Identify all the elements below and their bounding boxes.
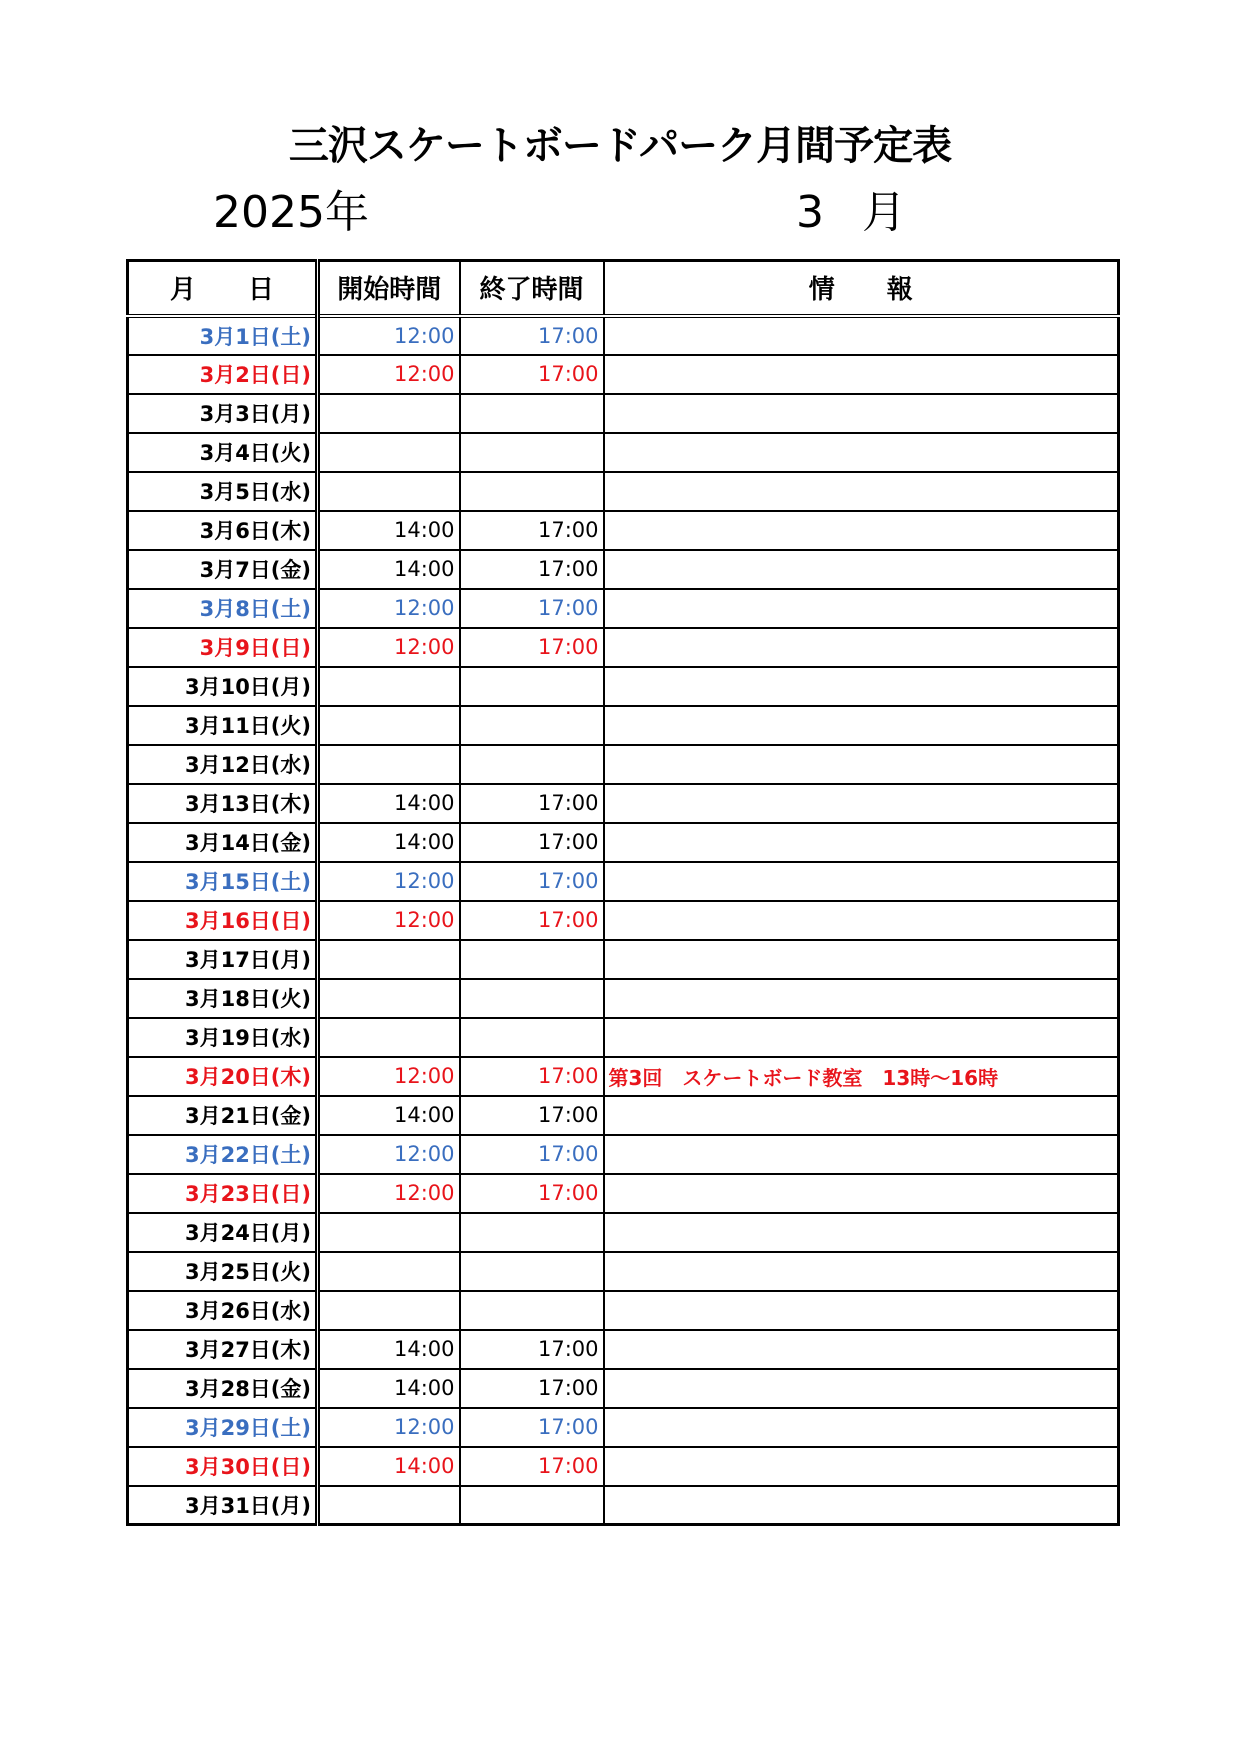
date-cell: 3月4日(火): [128, 433, 318, 472]
info-cell: [604, 745, 1119, 784]
table-row: [128, 1174, 1119, 1213]
end-time-cell: 17:00: [460, 1057, 604, 1096]
end-time-cell: [460, 940, 604, 979]
schedule-table: [126, 259, 1120, 1526]
table-row: [128, 316, 1119, 355]
end-time-cell: 17:00: [460, 511, 604, 550]
info-cell: [604, 1291, 1119, 1330]
month-number: 3: [796, 187, 824, 238]
info-cell: [604, 316, 1119, 355]
end-time-cell: 17:00: [460, 589, 604, 628]
info-cell: [604, 667, 1119, 706]
table-row: [128, 1486, 1119, 1525]
start-time-cell: [318, 1018, 460, 1057]
info-cell: [604, 1018, 1119, 1057]
info-cell: [604, 1330, 1119, 1369]
date-cell: 3月17日(月): [128, 940, 318, 979]
info-cell: [604, 784, 1119, 823]
date-cell: 3月21日(金): [128, 1096, 318, 1135]
table-row: [128, 940, 1119, 979]
start-time-cell: [318, 1486, 460, 1525]
info-cell: [604, 355, 1119, 394]
info-cell: [604, 979, 1119, 1018]
end-time-cell: 17:00: [460, 901, 604, 940]
info-cell: [604, 1447, 1119, 1486]
date-cell: 3月2日(日): [128, 355, 318, 394]
date-cell: 3月11日(火): [128, 706, 318, 745]
info-cell: [604, 706, 1119, 745]
date-cell: 3月3日(月): [128, 394, 318, 433]
header-end-time: 終了時間: [460, 261, 604, 316]
start-time-cell: 12:00: [318, 1057, 460, 1096]
info-cell: [604, 901, 1119, 940]
start-time-cell: [318, 667, 460, 706]
start-time-cell: 14:00: [318, 511, 460, 550]
table-row: [128, 433, 1119, 472]
date-cell: 3月31日(月): [128, 1486, 318, 1525]
start-time-cell: [318, 1291, 460, 1330]
info-cell: [604, 1174, 1119, 1213]
start-time-cell: 12:00: [318, 589, 460, 628]
date-cell: 3月23日(日): [128, 1174, 318, 1213]
end-time-cell: [460, 979, 604, 1018]
start-time-cell: [318, 433, 460, 472]
end-time-cell: 17:00: [460, 1330, 604, 1369]
start-time-cell: [318, 940, 460, 979]
end-time-cell: 17:00: [460, 355, 604, 394]
end-time-cell: 17:00: [460, 1447, 604, 1486]
date-cell: 3月19日(水): [128, 1018, 318, 1057]
date-cell: 3月10日(月): [128, 667, 318, 706]
table-row: [128, 394, 1119, 433]
table-row: [128, 1135, 1119, 1174]
date-cell: 3月6日(木): [128, 511, 318, 550]
date-cell: 3月28日(金): [128, 1369, 318, 1408]
end-time-cell: 17:00: [460, 316, 604, 355]
start-time-cell: 14:00: [318, 1330, 460, 1369]
date-cell: 3月29日(土): [128, 1408, 318, 1447]
end-time-cell: [460, 1213, 604, 1252]
table-row: [128, 1447, 1119, 1486]
table-row: [128, 1057, 1119, 1096]
start-time-cell: 14:00: [318, 1369, 460, 1408]
start-time-cell: [318, 706, 460, 745]
table-row: [128, 862, 1119, 901]
start-time-cell: 12:00: [318, 862, 460, 901]
table-row: [128, 1330, 1119, 1369]
info-cell: [604, 589, 1119, 628]
date-cell: 3月20日(木): [128, 1057, 318, 1096]
start-time-cell: 12:00: [318, 1174, 460, 1213]
end-time-cell: 17:00: [460, 1096, 604, 1135]
table-row: [128, 589, 1119, 628]
end-time-cell: [460, 433, 604, 472]
start-time-cell: 14:00: [318, 1447, 460, 1486]
end-time-cell: [460, 1291, 604, 1330]
start-time-cell: 12:00: [318, 628, 460, 667]
info-cell: [604, 1369, 1119, 1408]
start-time-cell: [318, 1252, 460, 1291]
schedule-rows: [128, 316, 1119, 1525]
header-date: 月 日: [128, 261, 318, 316]
info-cell: [604, 511, 1119, 550]
end-time-cell: 17:00: [460, 1135, 604, 1174]
start-time-cell: 12:00: [318, 1135, 460, 1174]
date-cell: 3月8日(土): [128, 589, 318, 628]
table-row: [128, 784, 1119, 823]
end-time-cell: 17:00: [460, 784, 604, 823]
date-cell: 3月5日(水): [128, 472, 318, 511]
end-time-cell: 17:00: [460, 823, 604, 862]
date-cell: 3月7日(金): [128, 550, 318, 589]
info-cell: [604, 823, 1119, 862]
info-cell: [604, 472, 1119, 511]
info-cell: [604, 550, 1119, 589]
month-unit: 月: [862, 187, 906, 238]
end-time-cell: [460, 745, 604, 784]
header-start-time: 開始時間: [318, 261, 460, 316]
table-row: [128, 823, 1119, 862]
info-cell: [604, 1213, 1119, 1252]
date-cell: 3月16日(日): [128, 901, 318, 940]
table-row: [128, 901, 1119, 940]
date-cell: 3月30日(日): [128, 1447, 318, 1486]
info-cell: [604, 1486, 1119, 1525]
date-cell: 3月1日(土): [128, 316, 318, 355]
date-cell: 3月15日(土): [128, 862, 318, 901]
table-row: [128, 1096, 1119, 1135]
end-time-cell: [460, 472, 604, 511]
page-title: 三沢スケートボードパーク月間予定表: [288, 123, 952, 169]
table-row: [128, 472, 1119, 511]
date-cell: 3月18日(火): [128, 979, 318, 1018]
date-cell: 3月27日(木): [128, 1330, 318, 1369]
info-cell: [604, 940, 1119, 979]
end-time-cell: 17:00: [460, 1408, 604, 1447]
header-info: 情 報: [604, 261, 1119, 316]
info-cell: [604, 862, 1119, 901]
table-row: [128, 550, 1119, 589]
info-cell: [604, 394, 1119, 433]
table-row: [128, 355, 1119, 394]
date-cell: 3月14日(金): [128, 823, 318, 862]
info-cell: 第3回 スケートボード教室 13時～16時: [604, 1057, 1119, 1096]
start-time-cell: 12:00: [318, 1408, 460, 1447]
date-cell: 3月12日(水): [128, 745, 318, 784]
info-cell: [604, 1096, 1119, 1135]
start-time-cell: 12:00: [318, 316, 460, 355]
date-cell: 3月24日(月): [128, 1213, 318, 1252]
start-time-cell: 14:00: [318, 550, 460, 589]
end-time-cell: [460, 667, 604, 706]
info-cell: [604, 628, 1119, 667]
table-row: [128, 1213, 1119, 1252]
end-time-cell: [460, 706, 604, 745]
table-row: [128, 628, 1119, 667]
end-time-cell: 17:00: [460, 628, 604, 667]
info-cell: [604, 1408, 1119, 1447]
end-time-cell: 17:00: [460, 862, 604, 901]
table-row: [128, 1018, 1119, 1057]
date-cell: 3月13日(木): [128, 784, 318, 823]
start-time-cell: [318, 745, 460, 784]
start-time-cell: 14:00: [318, 823, 460, 862]
start-time-cell: [318, 1213, 460, 1252]
table-row: [128, 1408, 1119, 1447]
end-time-cell: 17:00: [460, 1174, 604, 1213]
end-time-cell: [460, 394, 604, 433]
start-time-cell: 12:00: [318, 901, 460, 940]
table-row: [128, 1291, 1119, 1330]
date-cell: 3月26日(水): [128, 1291, 318, 1330]
table-row: [128, 979, 1119, 1018]
end-time-cell: [460, 1486, 604, 1525]
start-time-cell: 14:00: [318, 1096, 460, 1135]
start-time-cell: 14:00: [318, 784, 460, 823]
year-label: 2025年: [213, 187, 369, 238]
date-cell: 3月25日(火): [128, 1252, 318, 1291]
info-cell: [604, 1252, 1119, 1291]
end-time-cell: [460, 1252, 604, 1291]
month-label: [796, 185, 906, 241]
date-cell: 3月22日(土): [128, 1135, 318, 1174]
table-row: [128, 511, 1119, 550]
start-time-cell: [318, 472, 460, 511]
table-header-row: [128, 261, 1119, 316]
end-time-cell: 17:00: [460, 1369, 604, 1408]
start-time-cell: [318, 979, 460, 1018]
end-time-cell: [460, 1018, 604, 1057]
start-time-cell: [318, 394, 460, 433]
date-cell: 3月9日(日): [128, 628, 318, 667]
start-time-cell: 12:00: [318, 355, 460, 394]
end-time-cell: 17:00: [460, 550, 604, 589]
table-row: [128, 667, 1119, 706]
table-row: [128, 745, 1119, 784]
info-cell: [604, 1135, 1119, 1174]
table-row: [128, 1369, 1119, 1408]
info-cell: [604, 433, 1119, 472]
table-row: [128, 706, 1119, 745]
table-row: [128, 1252, 1119, 1291]
